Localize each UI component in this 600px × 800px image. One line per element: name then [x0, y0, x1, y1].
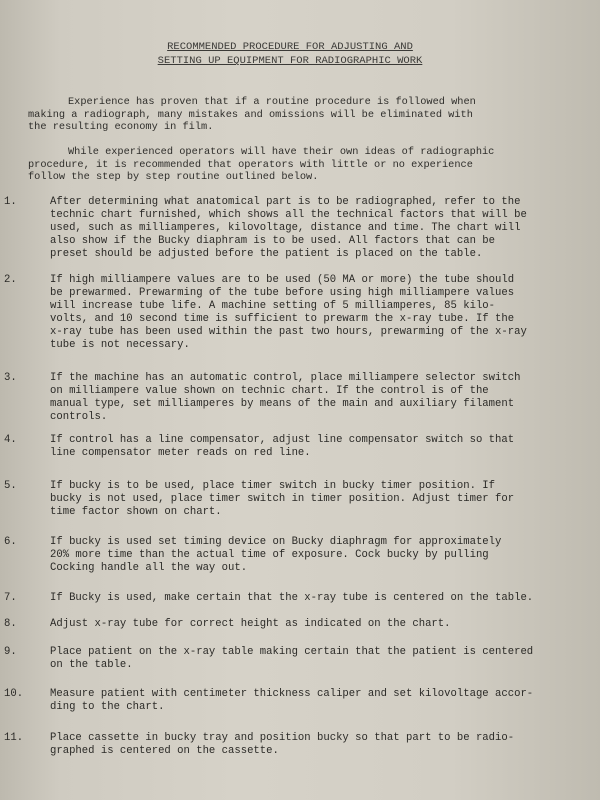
step-number: 4.	[4, 434, 17, 446]
text-line: If the machine has an automatic control, place milliampere selector switch	[50, 372, 521, 384]
text-line: time factor shown on chart.	[50, 506, 222, 518]
text-line: on the table.	[50, 659, 133, 671]
step-number: 5.	[4, 480, 17, 492]
text-line: 20% more time than the actual time of exposure. Cock bucky by pulling	[50, 549, 489, 561]
text-line: Adjust x-ray tube for correct height as indicated on the chart.	[50, 618, 451, 630]
text-line: technic chart furnished, which shows all the technical factors that will be	[50, 209, 527, 221]
step-number: 9.	[4, 646, 17, 658]
text-line: Experience has proven that if a routine procedure is followed when	[68, 96, 476, 108]
step-number: 11.	[4, 732, 24, 744]
text-line: follow the step by step routine outlined below.	[28, 171, 319, 184]
text-line: Measure patient with centimeter thickness caliper and set kilovoltage accor-	[50, 688, 534, 700]
text-line: on milliampere value shown on technic chart. If the control is of the	[50, 385, 489, 397]
text-line: If bucky is used set timing device on Bucky diaphragm for approximately	[50, 536, 502, 548]
step-number: 7.	[4, 592, 17, 604]
text-line: line compensator meter reads on red line.	[50, 447, 311, 459]
step-text	[50, 618, 580, 631]
text-line: graphed is centered on the cassette.	[50, 745, 279, 757]
text-line: preset should be adjusted before the patient is placed on the table.	[50, 248, 483, 260]
text-line: If bucky is to be used, place timer switch in bucky timer position. If	[50, 480, 496, 492]
step-number: 1.	[4, 196, 17, 208]
step-text	[50, 480, 580, 519]
text-line: the resulting economy in film.	[28, 121, 214, 134]
title-line-2: SETTING UP EQUIPMENT FOR RADIOGRAPHIC WORK	[157, 55, 423, 67]
step-text	[50, 592, 580, 605]
step-number: 6.	[4, 536, 17, 548]
text-line: controls.	[50, 411, 108, 423]
step-text	[50, 732, 580, 758]
text-line: be prewarmed. Prewarming of the tube before using high milliampere values	[50, 287, 515, 299]
text-line: Cocking handle all the way out.	[50, 562, 248, 574]
step-text	[50, 434, 580, 460]
text-line: After determining what anatomical part is to be radiographed, refer to the	[50, 196, 521, 208]
step-text	[50, 536, 580, 575]
text-line: Place cassette in bucky tray and position bucky so that part to be radio-	[50, 732, 515, 744]
text-line: procedure, it is recommended that operators with little or no experience	[28, 158, 473, 171]
text-line: Place patient on the x-ray table making certain that the patient is centered	[50, 646, 534, 658]
text-line: volts, and 10 second time is sufficient to prewarm the x-ray tube. If the	[50, 313, 515, 325]
text-line: tube is not necessary.	[50, 339, 190, 351]
step-text	[50, 646, 580, 672]
step-number: 8.	[4, 618, 17, 630]
title-line-1: RECOMMENDED PROCEDURE FOR ADJUSTING AND	[167, 41, 413, 53]
text-line: If Bucky is used, make certain that the x-ray tube is centered on the table.	[50, 592, 534, 604]
text-line: If high milliampere values are to be used (50 MA or more) the tube should	[50, 274, 515, 286]
text-line: While experienced operators will have their own ideas of radiographic	[68, 146, 495, 158]
step-text	[50, 196, 580, 261]
step-number: 2.	[4, 274, 17, 286]
step-text	[50, 274, 580, 352]
intro-paragraph-1	[28, 96, 566, 134]
text-line: ding to the chart.	[50, 701, 165, 713]
text-line: used, such as milliamperes, kilovoltage, distance and time. The chart will	[50, 222, 521, 234]
text-line: bucky is not used, place timer switch in timer position. Adjust timer for	[50, 493, 515, 505]
step-number: 10.	[4, 688, 24, 700]
text-line: x-ray tube has been used within the past two hours, prewarming of the x-ray	[50, 326, 527, 338]
text-line: will increase tube life. A machine setting of 5 milliamperes, 85 kilo-	[50, 300, 496, 312]
text-line: making a radiograph, many mistakes and omissions will be eliminated with	[28, 108, 473, 121]
intro-paragraph-2	[28, 146, 566, 184]
text-line: manual type, set milliamperes by means of the main and auxiliary filament	[50, 398, 515, 410]
text-line: also show if the Bucky diaphram is to be used. All factors that can be	[50, 235, 496, 247]
text-line: If control has a line compensator, adjust line compensator switch so that	[50, 434, 515, 446]
step-text	[50, 372, 580, 424]
step-number: 3.	[4, 372, 17, 384]
step-text	[50, 688, 580, 714]
document-title	[100, 40, 480, 68]
